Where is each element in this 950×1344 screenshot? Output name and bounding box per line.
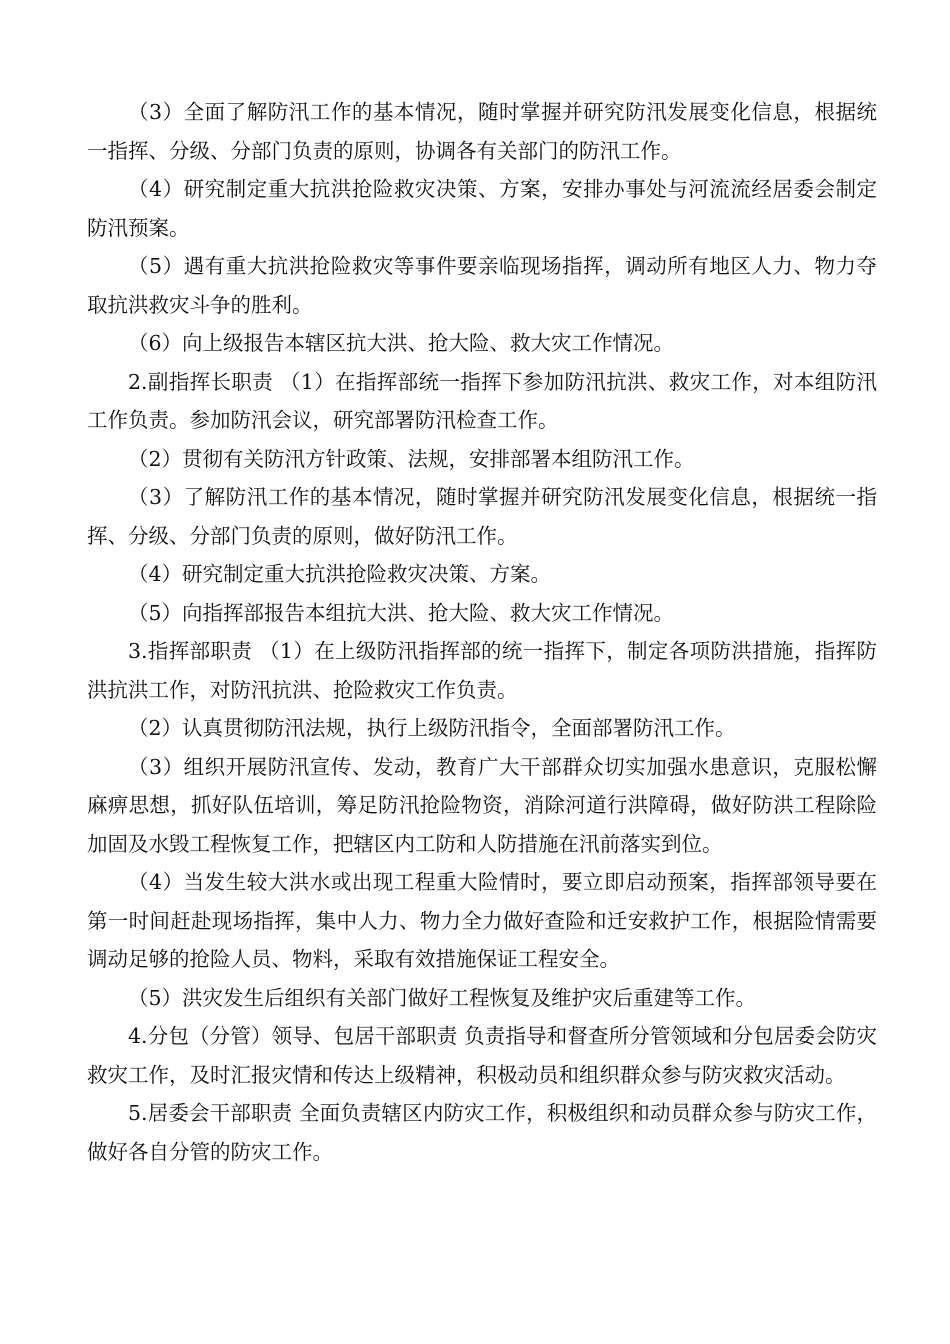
paragraph-2: （4）研究制定重大抗洪抢险救灾决策、方案，安排办事处与河流流经居委会制定防汛预案。 [87,177,877,240]
paragraph-3: （5）遇有重大抗洪抢险救灾等事件要亲临现场指挥，调动所有地区人力、物力夺取抗洪救灾斗争的胜利。 [87,254,877,317]
document-body [87,93,877,1171]
paragraph-9: （5）向指挥部报告本组抗大洪、抢大险、救大灾工作情况。 [128,600,675,625]
paragraph-16: 5.居委会干部职责 全面负责辖区内防灾工作，积极组织和动员群众参与防灾工作，做好各自分管的防灾工作。 [87,1101,877,1164]
paragraph-13: （4）当发生较大洪水或出现工程重大险情时，要立即启动预案，指挥部领导要在第一时间赶赴现场指挥，集中人力、物力全力做好查险和迁安救护工作，根据险情需要调动足够的抢险人员、物料，采取有效措施保证工程安全。 [87,870,877,971]
paragraph-5: 2.副指挥长职责 （1）在指挥部统一指挥下参加防汛抗洪、救灾工作，对本组防汛工作负责。参加防汛会议，研究部署防汛检查工作。 [87,369,877,432]
paragraph-8: （4）研究制定重大抗洪抢险救灾决策、方案。 [128,562,552,586]
paragraph-1: （3）全面了解防汛工作的基本情况，随时掌握并研究防汛发展变化信息，根据统一指挥、分级、分部门负责的原则，协调各有关部门的防汛工作。 [87,100,877,163]
paragraph-15: 4.分包（分管）领导、包居干部职责 负责指导和督查所分管领域和分包居委会防灾救灾工作，及时汇报灾情和传达上级精神，积极动员和组织群众参与防灾救灾活动。 [87,1024,877,1087]
paragraph-12: （3）组织开展防汛宣传、发动，教育广大干部群众切实加强水患意识，克服松懈麻痹思想，抓好队伍培训，筹足防汛抢险物资，消除河道行洪障碍，做好防洪工程除险加固及水毁工程恢复工作，把辖区内工防和人防措施在汛前落实到位。 [87,754,877,856]
paragraph-6: （2）贯彻有关防汛方针政策、法规，安排部署本组防汛工作。 [128,446,695,471]
paragraph-14: （5）洪灾发生后组织有关部门做好工程恢复及维护灾后重建等工作。 [128,985,757,1010]
paragraph-10: 3.指挥部职责 （1）在上级防汛指挥部的统一指挥下，制定各项防洪措施，指挥防洪抗洪工作，对防汛抗洪、抢险救灾工作负责。 [87,639,877,702]
paragraph-11: （2）认真贯彻防汛法规，执行上级防汛指令，全面部署防汛工作。 [128,716,736,740]
paragraph-7: （3）了解防汛工作的基本情况，随时掌握并研究防汛发展变化信息，根据统一指挥、分级、分部门负责的原则，做好防汛工作。 [87,485,877,548]
paragraph-4: （6）向上级报告本辖区抗大洪、抢大险、救大灾工作情况。 [128,331,675,355]
